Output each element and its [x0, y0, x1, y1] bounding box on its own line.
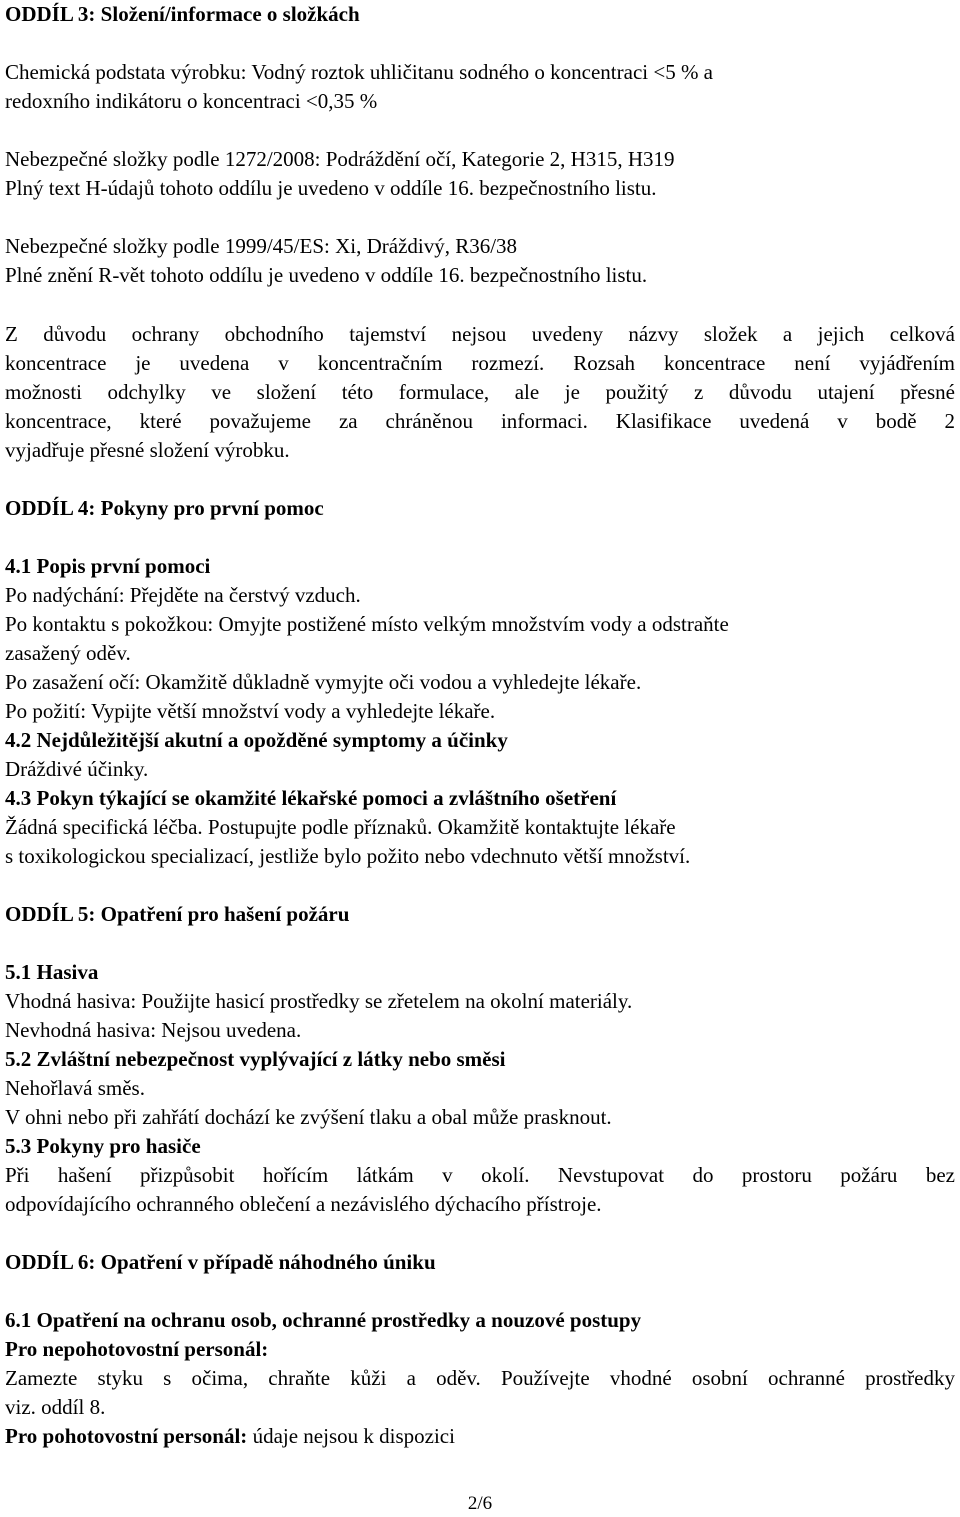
non-emergency-label: Pro nepohotovostní personál: — [5, 1337, 269, 1361]
section-5-body — [5, 958, 955, 1219]
hazardous-components-dpd-block — [5, 232, 955, 290]
section-5-heading: ODDÍL 5: Opatření pro hašení požáru — [5, 902, 350, 926]
trade-secret-paragraph — [5, 320, 955, 465]
emergency-label: Pro pohotovostní personál: — [5, 1424, 248, 1448]
section-3 — [5, 0, 955, 29]
section-5-2-text-1: Nehořlavá směs. — [5, 1076, 145, 1100]
hazardous-components-dpd-line-2: Plné znění R-vět tohoto oddílu je uvedeno v oddíle 16. bezpečnostního listu. — [5, 263, 648, 287]
section-5-3-text-1: Při hašení přizpůsobit hořícím látkám v okolí. Nevstupovat do prostoru požáru bez — [5, 1163, 955, 1187]
section-4-heading: ODDÍL 4: Pokyny pro první pomoc — [5, 496, 324, 520]
suitable-media-text: Vhodná hasiva: Použijte hasicí prostředky se zřetelem na okolní materiály. — [5, 989, 633, 1013]
section-3-heading: ODDÍL 3: Složení/informace o složkách — [5, 2, 360, 26]
chemical-nature-line-2: redoxního indikátoru o koncentraci <0,35 % — [5, 89, 378, 113]
section-6-heading: ODDÍL 6: Opatření v případě náhodného úniku — [5, 1250, 436, 1274]
trade-secret-line-4: koncentrace, které považujeme za chráněnou informaci. Klasifikace uvedená v bodě 2 — [5, 409, 955, 433]
chemical-nature-line-1: Chemická podstata výrobku: Vodný roztok uhličitanu sodného o koncentraci <5 % a — [5, 60, 714, 84]
chemical-nature-block — [5, 58, 955, 116]
skin-contact-text-1: Po kontaktu s pokožkou: Omyjte postižené místo velkým množstvím vody a odstraňte — [5, 612, 729, 636]
section-5-2-heading: 5.2 Zvláštní nebezpečnost vyplývající z látky nebo směsi — [5, 1047, 506, 1071]
section-4 — [5, 494, 955, 523]
section-4-3-text-1: Žádná specifická léčba. Postupujte podle příznaků. Okamžitě kontaktujte lékaře — [5, 815, 676, 839]
inhalation-text: Po nadýchání: Přejděte na čerstvý vzduch. — [5, 583, 361, 607]
section-4-2-heading: 4.2 Nejdůležitější akutní a opožděné symptomy a účinky — [5, 728, 508, 752]
section-5-2-text-2: V ohni nebo při zahřátí dochází ke zvýšení tlaku a obal může prasknout. — [5, 1105, 612, 1129]
section-4-3-heading: 4.3 Pokyn týkající se okamžité lékařské pomoci a zvláštního ošetření — [5, 786, 617, 810]
section-4-1-heading: 4.1 Popis první pomoci — [5, 554, 211, 578]
section-6 — [5, 1248, 955, 1277]
hazardous-components-clp-line-1: Nebezpečné složky podle 1272/2008: Podráždění očí, Kategorie 2, H315, H319 — [5, 147, 675, 171]
hazardous-components-clp-line-2: Plný text H-údajů tohoto oddílu je uvedeno v oddíle 16. bezpečnostního listu. — [5, 176, 657, 200]
eye-contact-text: Po zasažení očí: Okamžitě důkladně vymyjte oči vodou a vyhledejte lékaře. — [5, 670, 642, 694]
section-5-3-text-2: odpovídajícího ochranného oblečení a nezávislého dýchacího přístroje. — [5, 1192, 602, 1216]
skin-contact-text-2: zasažený oděv. — [5, 641, 131, 665]
section-5-1-heading: 5.1 Hasiva — [5, 960, 99, 984]
section-4-1 — [5, 552, 955, 871]
section-4-2-text: Dráždivé účinky. — [5, 757, 149, 781]
emergency-line — [5, 1422, 955, 1451]
unsuitable-media-text: Nevhodná hasiva: Nejsou uvedena. — [5, 1018, 302, 1042]
section-5 — [5, 900, 955, 929]
hazardous-components-dpd-line-1: Nebezpečné složky podle 1999/45/ES: Xi, Dráždivý, R36/38 — [5, 234, 518, 258]
trade-secret-line-2: koncentrace je uvedena v koncentračním rozmezí. Rozsah koncentrace není vyjádřením — [5, 351, 955, 375]
non-emergency-text-2: viz. oddíl 8. — [5, 1395, 106, 1419]
trade-secret-line-1: Z důvodu ochrany obchodního tajemství nejsou uvedeny názvy složek a jejich celková — [5, 322, 955, 346]
ingestion-text: Po požití: Vypijte větší množství vody a vyhledejte lékaře. — [5, 699, 496, 723]
section-5-3-heading: 5.3 Pokyny pro hasiče — [5, 1134, 201, 1158]
hazardous-components-clp-block — [5, 145, 955, 203]
trade-secret-line-5: vyjadřuje přesné složení výrobku. — [5, 438, 290, 462]
non-emergency-text-1: Zamezte styku s očima, chraňte kůži a oděv. Používejte vhodné osobní ochranné prostředky — [5, 1366, 955, 1390]
emergency-text: údaje nejsou k dispozici — [247, 1424, 455, 1448]
section-4-3-text-2: s toxikologickou specializací, jestliže bylo požito nebo vdechnuto větší množství. — [5, 844, 691, 868]
section-6-body — [5, 1306, 955, 1451]
section-6-1-heading: 6.1 Opatření na ochranu osob, ochranné prostředky a nouzové postupy — [5, 1308, 642, 1332]
trade-secret-line-3: možnosti odchylky ve složení této formulace, ale je použitý z důvodu utajení přesné — [5, 380, 955, 404]
page-number: 2/6 — [467, 1493, 493, 1514]
